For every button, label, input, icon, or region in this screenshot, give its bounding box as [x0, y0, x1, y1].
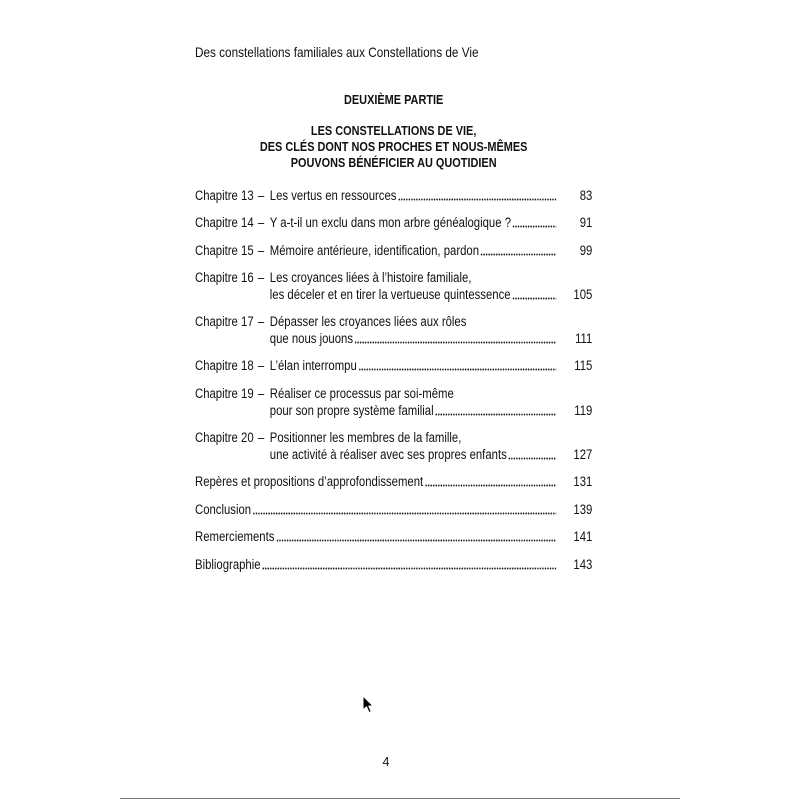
mouse-cursor-icon	[362, 695, 375, 715]
dot-leader	[355, 341, 557, 344]
chapter-number: Chapitre 19	[195, 385, 254, 401]
toc-entry-chapter-14	[195, 214, 592, 231]
chapter-title-text: Réaliser ce processus par soi-même	[269, 385, 454, 401]
entry-title: Remerciements	[195, 529, 275, 545]
chapter-title-line	[270, 242, 593, 259]
entry-title: Repères et propositions d’approfondissement	[195, 474, 424, 490]
chapter-title-text: Dépasser les croyances liées aux rôles	[269, 314, 467, 330]
chapter-label-group	[195, 313, 270, 347]
dot-leader	[435, 413, 556, 416]
dot-leader	[262, 567, 556, 570]
part-title-line: LES CONSTELLATIONS DE VIE,	[310, 123, 477, 138]
chapter-title-text: L’élan interrompu	[269, 358, 357, 374]
toc-entry-chapter-18	[195, 357, 592, 374]
chapter-title-text: Mémoire antérieure, identification, pardon	[269, 242, 480, 258]
toc-entry-chapter-15	[195, 242, 592, 259]
chapter-number: Chapitre 16	[195, 269, 254, 285]
chapter-title	[270, 187, 593, 204]
chapter-title-line	[270, 385, 593, 402]
chapter-number: Chapitre 15	[195, 242, 254, 258]
chapter-title-line	[270, 313, 593, 330]
part-title-line: POUVONS BÉNÉFICIER AU QUOTIDIEN	[290, 155, 497, 170]
page-bottom-edge	[120, 798, 680, 799]
page-reference: 143	[573, 556, 593, 572]
dot-leader	[425, 484, 556, 487]
chapter-separator: –	[257, 269, 265, 285]
dot-leader	[512, 297, 556, 300]
entry-title: Bibliographie	[195, 556, 261, 572]
part-title	[195, 123, 592, 171]
page-reference: 119	[574, 402, 593, 418]
entry-title: Conclusion	[195, 501, 252, 517]
page-reference: 131	[573, 474, 593, 490]
table-of-contents	[195, 187, 592, 583]
chapter-label-group	[195, 357, 270, 374]
page-reference: 139	[573, 501, 593, 517]
chapter-separator: –	[257, 430, 265, 446]
running-header: Des constellations familiales aux Constellations de Vie	[195, 44, 479, 60]
dot-leader	[508, 457, 556, 460]
chapter-title	[270, 385, 593, 419]
chapter-title-line	[270, 330, 593, 347]
chapter-title-text: les déceler et en tirer la vertueuse quintessence	[269, 286, 511, 302]
chapter-title-line	[270, 357, 593, 374]
page-reference: 127	[573, 447, 593, 463]
dot-leader	[276, 539, 556, 542]
chapter-separator: –	[257, 385, 265, 401]
chapter-title-text: Y a-t-il un exclu dans mon arbre généalogique ?	[269, 215, 511, 231]
chapter-title-line	[270, 402, 593, 419]
chapter-label-group	[195, 214, 270, 231]
chapter-title-text: Les croyances liées à l’histoire familiale,	[269, 269, 472, 285]
chapter-title-line	[270, 446, 593, 463]
chapter-number: Chapitre 13	[195, 188, 254, 203]
toc-entry-chapter-13	[195, 187, 592, 204]
chapter-title	[270, 313, 593, 347]
chapter-separator: –	[257, 242, 265, 258]
toc-entry-conclusion	[195, 501, 592, 518]
dot-leader	[481, 253, 556, 256]
chapter-number: Chapitre 17	[195, 314, 254, 330]
chapter-separator: –	[257, 188, 265, 203]
toc-entry-chapter-19	[195, 385, 592, 419]
page-reference: 141	[573, 529, 593, 545]
part-title-line: DES CLÉS DONT NOS PROCHES ET NOUS-MÊMES	[259, 139, 528, 154]
chapter-title	[270, 429, 593, 463]
toc-entry-chapter-17	[195, 313, 592, 347]
chapter-separator: –	[257, 314, 265, 330]
page-reference: 105	[573, 286, 593, 302]
chapter-title	[270, 269, 593, 303]
dot-leader	[513, 225, 557, 228]
chapter-title-line	[270, 429, 593, 446]
part-label: DEUXIÈME PARTIE	[344, 92, 444, 107]
chapter-title	[270, 357, 593, 374]
chapter-number: Chapitre 14	[195, 215, 254, 231]
chapter-label-group	[195, 242, 270, 259]
page-reference: 115	[574, 358, 593, 374]
toc-entry-bibliographie	[195, 556, 592, 573]
page-reference: 111	[575, 331, 593, 347]
chapter-separator: –	[257, 215, 265, 231]
chapter-label-group	[195, 385, 270, 419]
chapter-title	[270, 214, 593, 231]
chapter-label-group	[195, 187, 270, 204]
page-reference: 91	[579, 215, 593, 231]
chapter-title-line	[270, 187, 593, 204]
chapter-number: Chapitre 20	[195, 430, 254, 446]
chapter-label-group	[195, 269, 270, 303]
page-number: 4	[382, 755, 390, 769]
chapter-title-line	[270, 214, 593, 231]
chapter-title-text: Les vertus en ressources	[269, 188, 397, 203]
chapter-title-line	[270, 286, 593, 303]
chapter-title-text: Positionner les membres de la famille,	[269, 430, 462, 446]
toc-entry-remerciements	[195, 528, 592, 545]
page-reference: 83	[579, 188, 593, 203]
toc-entry-reperes	[195, 473, 592, 490]
chapter-title-line	[270, 269, 593, 286]
dot-leader	[398, 198, 556, 201]
chapter-number: Chapitre 18	[195, 358, 254, 374]
toc-back-matter	[195, 473, 592, 573]
chapter-separator: –	[257, 358, 265, 374]
dot-leader	[253, 512, 556, 515]
dot-leader	[358, 368, 556, 371]
chapter-label-group	[195, 429, 270, 463]
toc-entry-chapter-16	[195, 269, 592, 303]
toc-entry-chapter-20	[195, 429, 592, 463]
page-reference: 99	[579, 242, 593, 258]
chapter-title-text: pour son propre système familial	[269, 402, 434, 418]
chapter-title	[270, 242, 593, 259]
chapter-title-text: une activité à réaliser avec ses propres enfants	[269, 447, 507, 463]
chapter-title-text: que nous jouons	[269, 331, 353, 347]
document-page	[195, 0, 592, 800]
